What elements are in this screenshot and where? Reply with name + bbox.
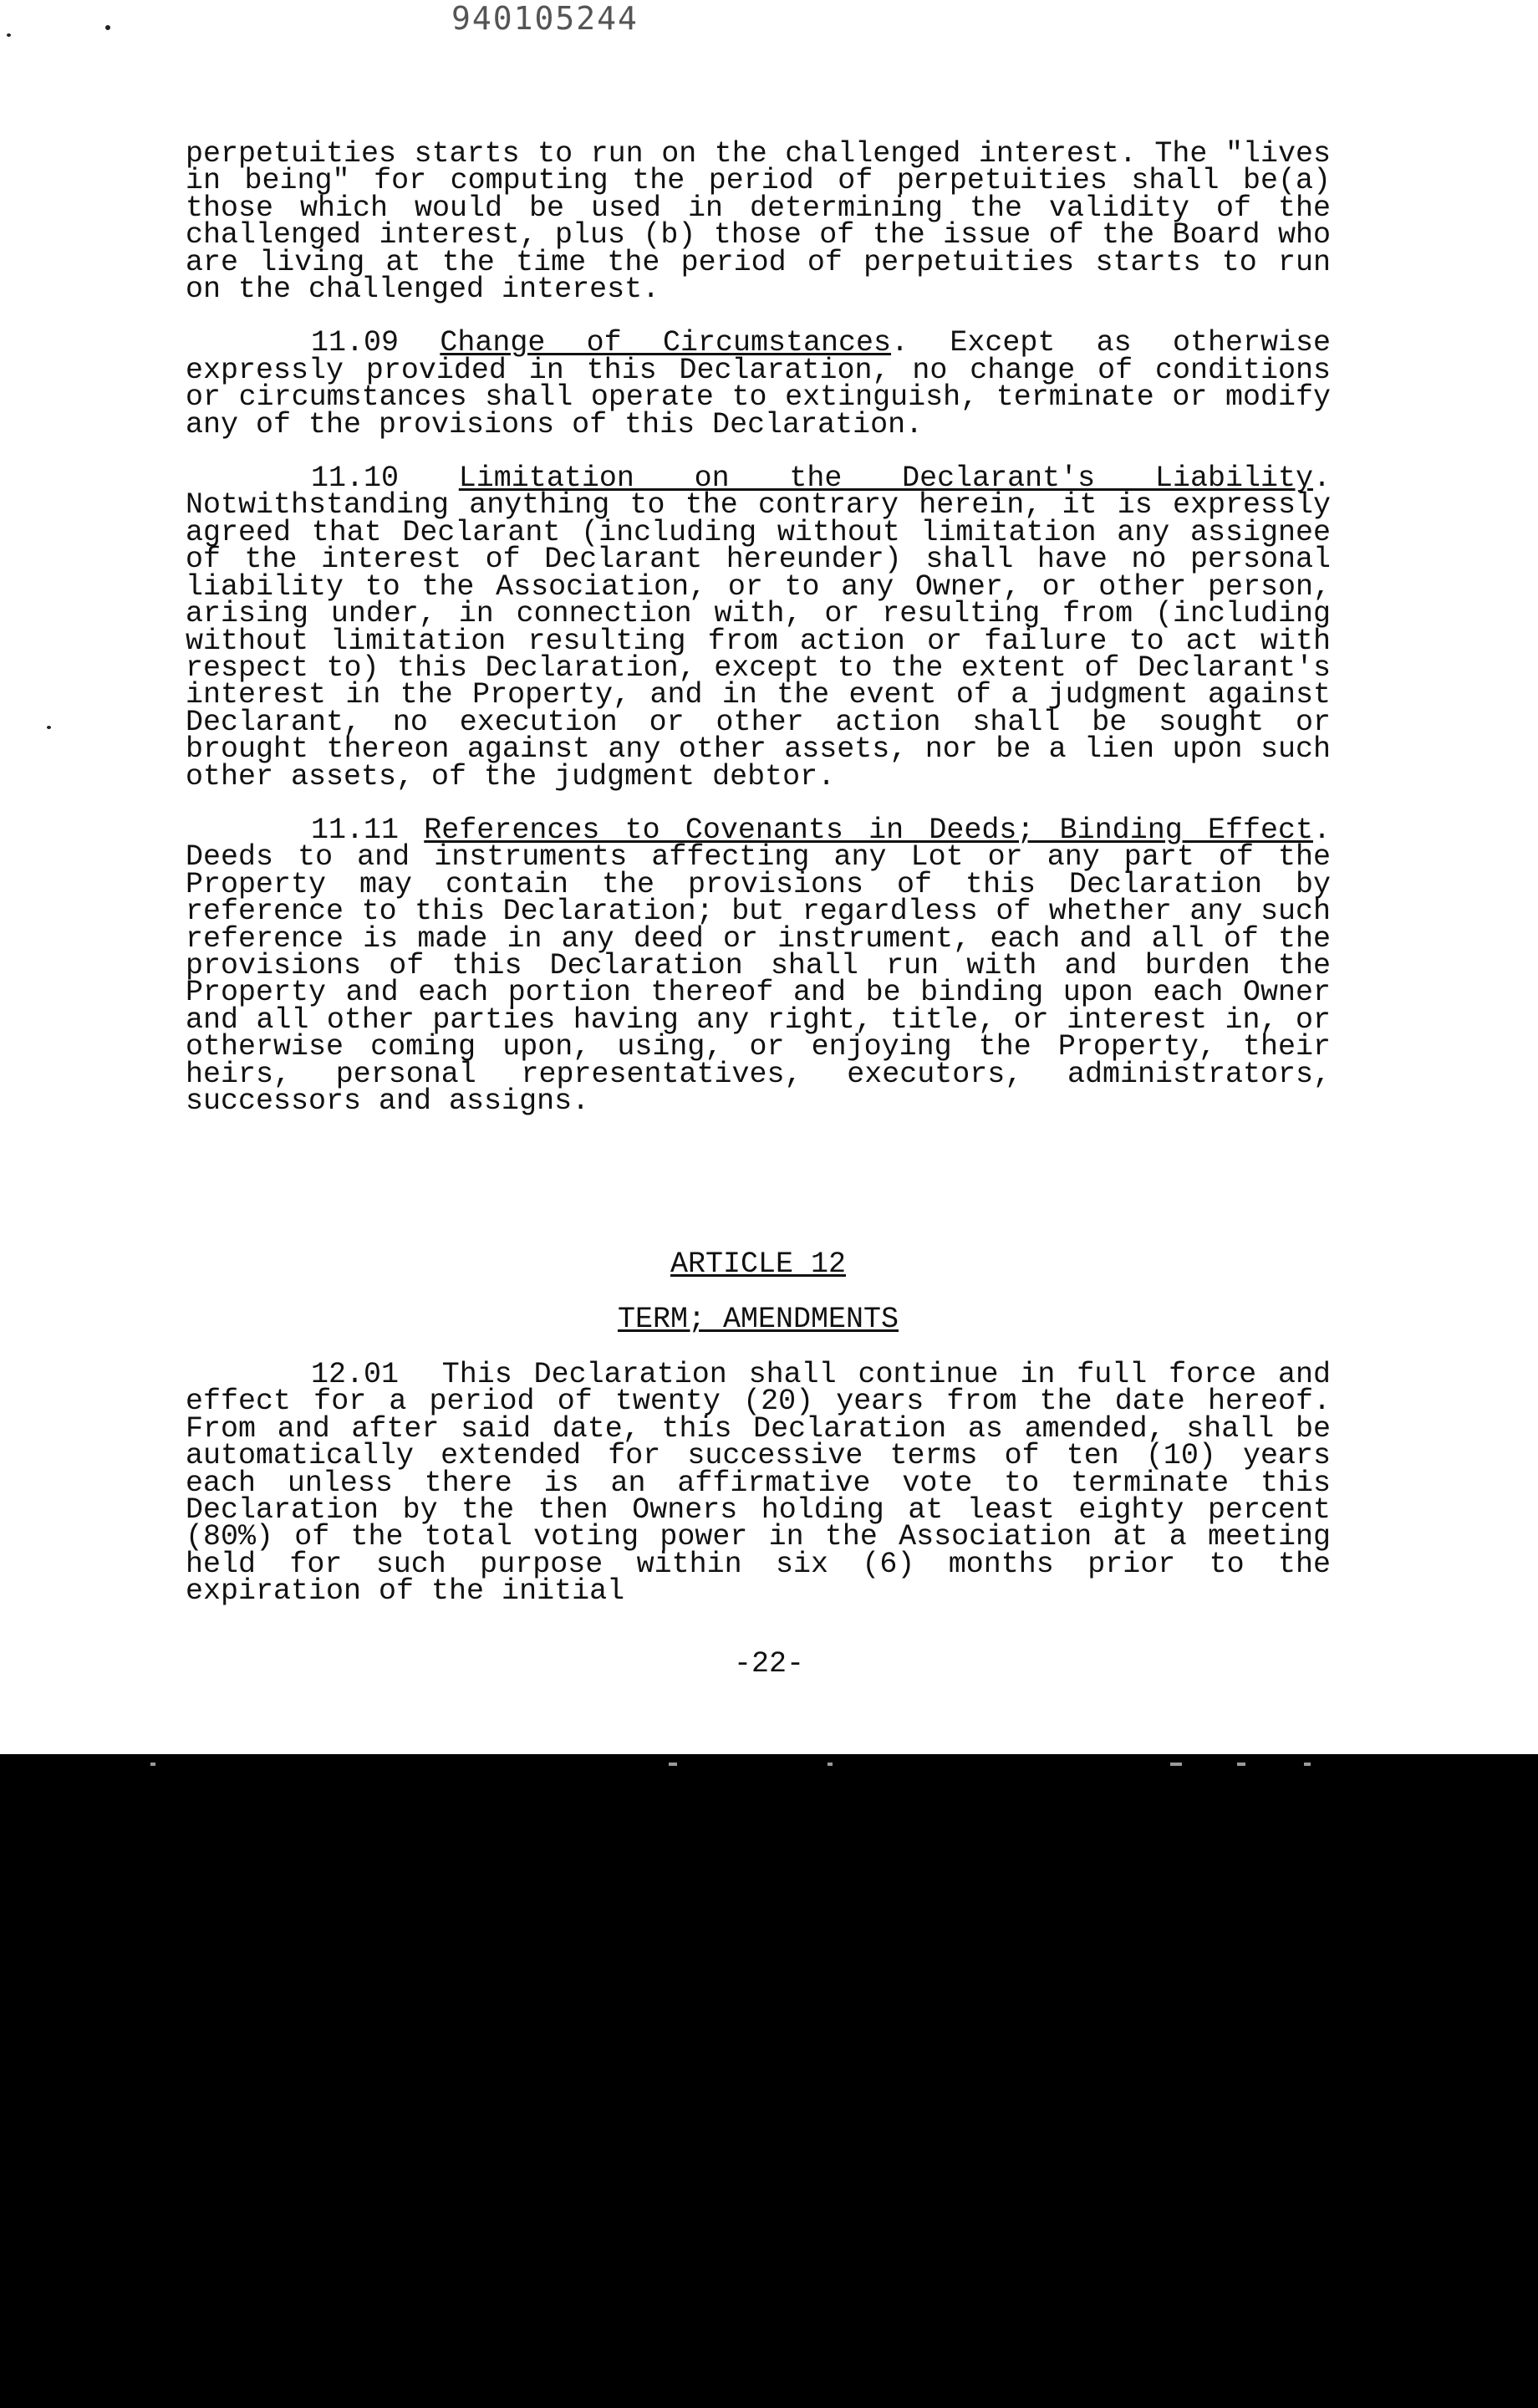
scan-noise — [150, 1763, 155, 1766]
scan-speck — [105, 25, 110, 30]
paragraph-text: This Declaration shall continue in full force and effect for a period of twenty (20) years from the date hereof. From and after said date, this Declaration as amended, shall be automatically extended for successive terms of ten (10) years each unless there is an affirmative vote to terminate this Declaration by the then Owners holding at least eighty percent (80%) of the total voting power in the Association at a meeting held for such purpose within six (6) months prior to the expiration of the initial — [186, 1358, 1332, 1609]
section-number: 11.10 — [311, 462, 400, 496]
paragraph-12-01 — [186, 1358, 1332, 1609]
scan-background — [0, 1754, 1538, 2408]
scan-speck — [7, 33, 11, 37]
upper-body-text — [186, 137, 1331, 1118]
article-subtitle: TERM; AMENDMENTS — [617, 1303, 899, 1336]
scan-noise — [669, 1763, 677, 1766]
section-number: 11.09 — [311, 326, 400, 360]
section-heading: Limitation on the Declarant's Liability — [458, 462, 1313, 496]
section-heading: Change of Circumstances — [440, 326, 892, 360]
scan-noise — [828, 1763, 833, 1766]
paragraph-text: . Notwithstanding anything to the contrary herein, it is expressly agreed that Declarant (including without limitation any assignee of the interest of Declarant hereunder) shall have no personal liability to the Association, or to any Owner, or other person, arising under, in connection with, or resulting from (including without limitation resulting from action or failure to act with respect to) this Declaration, except to the extent of Declarant's interest in the Property, and in the event of a judgment against Declarant, no execution or other action shall be sought or brought thereon against any other assets, nor be a lien upon such other assets, of the judgment debtor. — [186, 462, 1331, 793]
paragraph-text: . Deeds to and instruments affecting any Lot or any part of the Property may contain the provisions of this Declaration by reference to this Declaration; but regardless of whether any such reference is made in any deed or instrument, each and all of the provisions of this Declaration shall run with and burden the Property and each portion thereof and be binding upon each Owner and all other parties having any right, title, or interest in, or otherwise coming upon, using, or enjoying the Property, their heirs, personal representatives, executors, administrators, successors and assigns. — [186, 813, 1331, 1118]
scan-noise — [1237, 1763, 1245, 1766]
paragraph-text: perpetuities starts to run on the challenged interest. The "lives in being" for computing the period of perpetuities shall be(a) those which would be used in determining the validity of the challenged interest, plus (b) those of the issue of the Board who are living at the time the period of perpetuities starts to run on the challenged interest. — [186, 137, 1331, 307]
paragraph-11-11 — [186, 813, 1331, 1118]
scan-speck — [47, 726, 51, 729]
paragraph-text: . Except as otherwise expressly provided in this Declaration, no change of conditions or circumstances shall operate to extinguish, terminate or modify any of the provisions of this Declaration. — [186, 326, 1331, 441]
section-number: 12.01 — [311, 1358, 400, 1391]
scan-noise — [1304, 1763, 1311, 1766]
lower-body-text — [186, 1358, 1332, 1609]
page-number: -22- — [733, 1647, 804, 1681]
paragraph-11-10 — [186, 462, 1331, 793]
section-heading: References to Covenants in Deeds; Binding Effect — [424, 813, 1313, 847]
article-title: ARTICLE 12 — [670, 1247, 847, 1281]
section-number: 11.11 — [311, 813, 400, 847]
scan-noise — [1170, 1763, 1182, 1766]
document-id-stamp: 940105244 — [451, 0, 639, 37]
paragraph-11-09 — [186, 326, 1331, 441]
paragraph-continuation — [186, 137, 1331, 307]
